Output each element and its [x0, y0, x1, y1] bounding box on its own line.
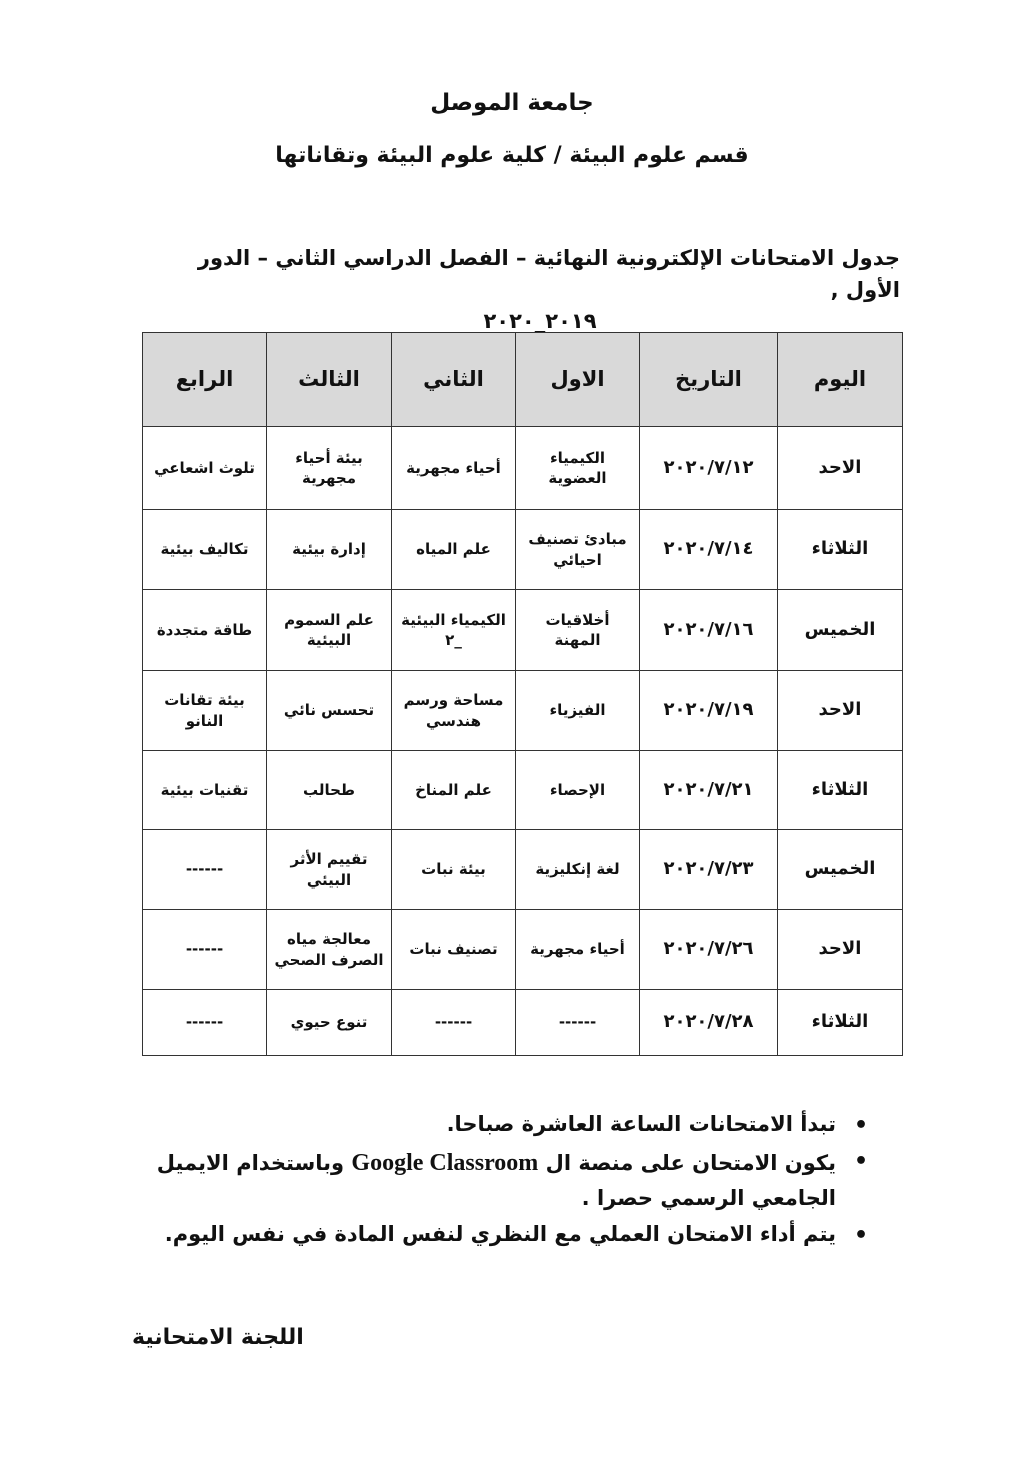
cell-date: ٢٠٢٠/٧/٢٨	[640, 990, 778, 1056]
column-header-first: الاول	[516, 333, 640, 427]
bullet-icon: •	[853, 1148, 868, 1174]
note-practical-exam: يتم أداء الامتحان العملي مع النظري لنفس المادة في نفس اليوم.	[164, 1221, 836, 1246]
table-row	[143, 671, 903, 751]
cell-fourth: تقنيات بيئية	[143, 751, 267, 830]
department-line: قسم علوم البيئة / كلية علوم البيئة وتقاناتها	[275, 143, 749, 168]
cell-second: تصنيف نبات	[392, 910, 516, 990]
cell-fourth: ------	[143, 990, 267, 1056]
cell-date: ٢٠٢٠/٧/١٤	[640, 510, 778, 590]
cell-fourth: بيئة تقانات النانو	[143, 671, 267, 751]
cell-third: تحسس نائي	[267, 671, 392, 751]
list-item	[144, 1108, 868, 1142]
table-row	[143, 590, 903, 671]
note-platform-before: يكون الامتحان على منصة ال	[545, 1150, 836, 1175]
cell-second: بيئة نبات	[392, 830, 516, 910]
cell-first: أحياء مجهرية	[516, 910, 640, 990]
cell-date: ٢٠٢٠/٧/١٢	[640, 427, 778, 510]
column-header-fourth: الرابع	[143, 333, 267, 427]
bullet-icon: •	[853, 1113, 868, 1138]
cell-first: الفيزياء	[516, 671, 640, 751]
table-row	[143, 830, 903, 910]
cell-first: أخلاقيات المهنة	[516, 590, 640, 671]
table-row	[143, 510, 903, 590]
list-item	[144, 1218, 868, 1252]
bullet-icon: •	[853, 1222, 868, 1248]
note-platform-name: Google Classroom	[351, 1149, 539, 1176]
cell-third: تقييم الأثر البيئي	[267, 830, 392, 910]
cell-second: علم المناخ	[392, 751, 516, 830]
cell-first: الكيمياء العضوية	[516, 427, 640, 510]
university-name: جامعة الموصل	[430, 90, 594, 116]
cell-third: تنوع حيوي	[267, 990, 392, 1056]
note-platform-after: وباستخدام الايميل الجامعي الرسمي حصرا .	[156, 1150, 836, 1210]
cell-third: طحالب	[267, 751, 392, 830]
cell-day: الثلاثاء	[778, 751, 903, 830]
cell-fourth: تكاليف بيئية	[143, 510, 267, 590]
cell-second: ------	[392, 990, 516, 1056]
exam-committee-signature: اللجنة الامتحانية	[132, 1325, 304, 1350]
cell-third: معالجة مياه الصرف الصحي	[267, 910, 392, 990]
table-header-row	[143, 333, 903, 427]
column-header-second: الثاني	[392, 333, 516, 427]
cell-first: الإحصاء	[516, 751, 640, 830]
cell-day: الاحد	[778, 671, 903, 751]
cell-day: الثلاثاء	[778, 990, 903, 1056]
cell-first: مبادئ تصنيف احيائي	[516, 510, 640, 590]
cell-date: ٢٠٢٠/٧/٢٣	[640, 830, 778, 910]
cell-third: علم السموم البيئية	[267, 590, 392, 671]
cell-first: ------	[516, 990, 640, 1056]
cell-date: ٢٠٢٠/٧/١٦	[640, 590, 778, 671]
schedule-title-line1: جدول الامتحانات الإلكترونية النهائية – الفصل الدراسي الثاني – الدور الأول ,	[197, 246, 900, 302]
cell-day: الخميس	[778, 830, 903, 910]
table-row	[143, 910, 903, 990]
cell-second: مساحة ورسم هندسي	[392, 671, 516, 751]
cell-date: ٢٠٢٠/٧/١٩	[640, 671, 778, 751]
cell-date: ٢٠٢٠/٧/٢٦	[640, 910, 778, 990]
column-header-date: التاريخ	[640, 333, 778, 427]
cell-first: لغة إنكليزية	[516, 830, 640, 910]
table-row	[143, 990, 903, 1056]
cell-fourth: ------	[143, 910, 267, 990]
column-header-third: الثالث	[267, 333, 392, 427]
schedule-title-year: ٢٠١٩_٢٠٢٠	[483, 309, 597, 333]
cell-third: إدارة بيئية	[267, 510, 392, 590]
table-row	[143, 751, 903, 830]
cell-second: أحياء مجهرية	[392, 427, 516, 510]
cell-second: الكيمياء البيئية _٢	[392, 590, 516, 671]
list-item	[144, 1144, 868, 1216]
exam-schedule-table	[142, 332, 903, 1056]
cell-date: ٢٠٢٠/٧/٢١	[640, 751, 778, 830]
cell-second: علم المياه	[392, 510, 516, 590]
column-header-day: اليوم	[778, 333, 903, 427]
cell-fourth: طاقة متجددة	[143, 590, 267, 671]
cell-day: الثلاثاء	[778, 510, 903, 590]
schedule-title	[140, 243, 900, 338]
notes-list	[144, 1108, 868, 1253]
cell-fourth: تلوث اشعاعي	[143, 427, 267, 510]
cell-day: الخميس	[778, 590, 903, 671]
cell-day: الاحد	[778, 427, 903, 510]
table-row	[143, 427, 903, 510]
cell-day: الاحد	[778, 910, 903, 990]
cell-third: بيئة أحياء مجهرية	[267, 427, 392, 510]
note-start-time: تبدأ الامتحانات الساعة العاشرة صباحا.	[446, 1112, 836, 1136]
cell-fourth: ------	[143, 830, 267, 910]
